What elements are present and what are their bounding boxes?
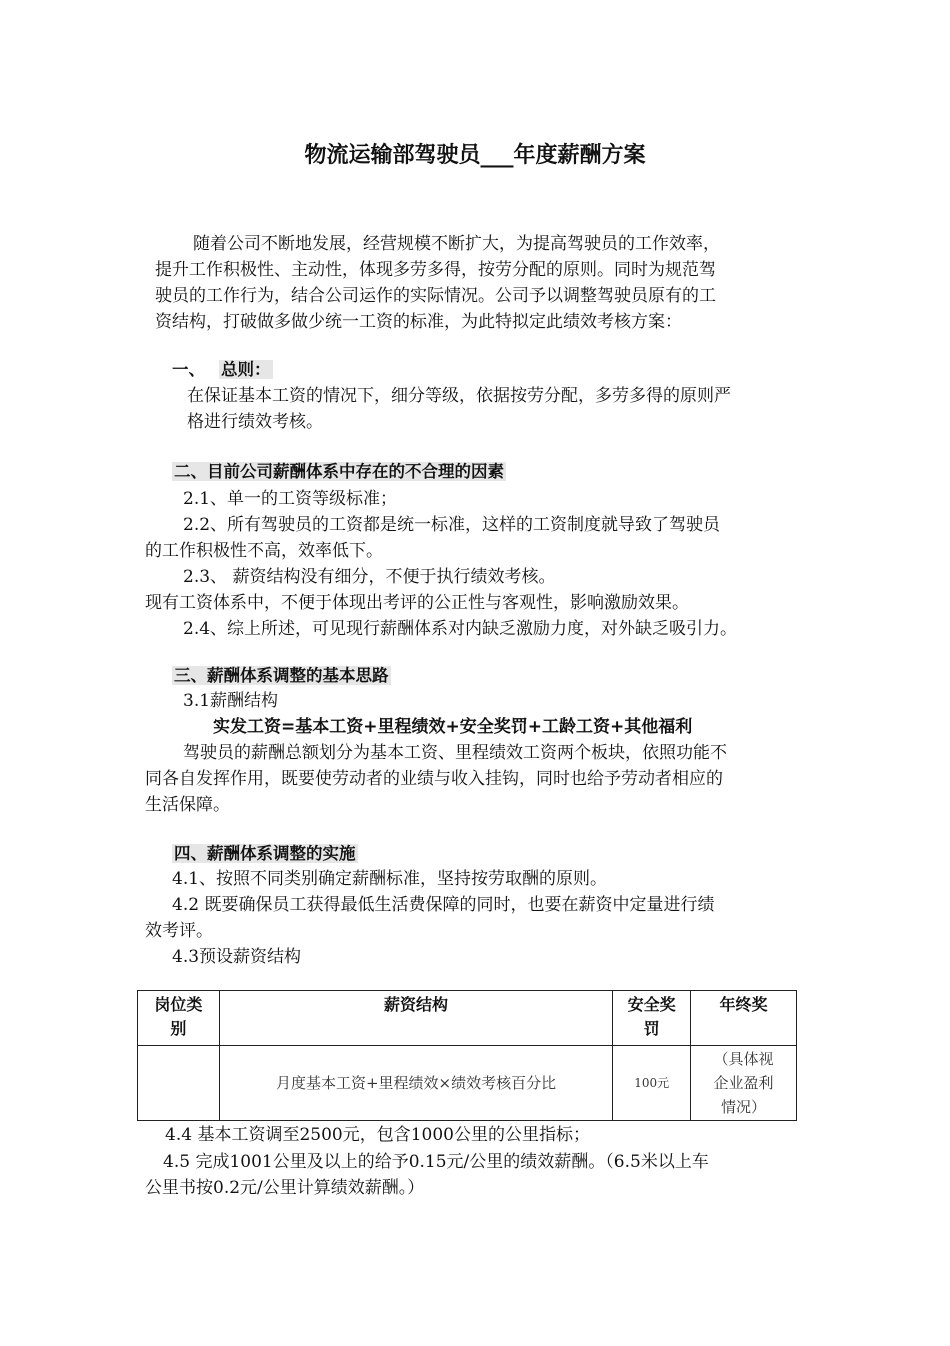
section-1-line: 格进行绩效考核。 xyxy=(187,412,323,432)
cell-post xyxy=(138,1046,220,1121)
table-header-row xyxy=(138,991,797,1046)
cell-bonus xyxy=(691,1046,797,1121)
section-4-line: 4.2 既要确保员工获得最低生活费保障的同时，也要在薪资中定量进行绩 xyxy=(172,895,715,915)
bonus-line: （具体视 xyxy=(713,1050,774,1068)
section-3-title: 三、薪酬体系调整的基本思路 xyxy=(174,666,389,685)
section-4-line: 4.3预设薪资结构 xyxy=(172,947,302,967)
header-post-type xyxy=(138,991,220,1046)
salary-structure-table xyxy=(137,990,797,1121)
section-3-line: 生活保障。 xyxy=(145,795,230,815)
intro-line: 提升工作积极性、主动性，体现多劳多得，按劳分配的原则。同时为规范驾 xyxy=(155,260,716,280)
section-4-after-line: 公里书按0.2元/公里计算绩效薪酬。） xyxy=(145,1178,425,1198)
header-text: 年终奖 xyxy=(719,995,768,1014)
bonus-line: 情况） xyxy=(721,1098,767,1116)
table-row xyxy=(138,1046,797,1121)
section-3-line: 同各自发挥作用，既要使劳动者的业绩与收入挂钩，同时也给予劳动者相应的 xyxy=(145,769,723,789)
section-3-line: 驾驶员的薪酬总额划分为基本工资、里程绩效工资两个板块，依照功能不 xyxy=(183,743,727,763)
section-4-after-line: 4.4 基本工资调至2500元，包含1000公里的公里指标； xyxy=(165,1125,590,1145)
header-year-end-bonus xyxy=(691,991,797,1046)
salary-formula: 实发工资=基本工资+里程绩效+安全奖罚+工龄工资+其他福利 xyxy=(213,717,693,737)
section-1-title: 总则： xyxy=(221,360,271,379)
intro-line: 资结构，打破做多做少统一工资的标准，为此特拟定此绩效考核方案： xyxy=(155,312,682,332)
section-2-line: 的工作积极性不高，效率低下。 xyxy=(145,541,383,561)
cell-safety: 100元 xyxy=(613,1046,691,1121)
section-2-line: 2.1、单一的工资等级标准； xyxy=(183,489,398,509)
bonus-line: 企业盈利 xyxy=(713,1074,774,1092)
section-2-line: 2.2、所有驾驶员的工资都是统一标准，这样的工资制度就导致了驾驶员 xyxy=(183,515,721,535)
section-2-heading xyxy=(172,459,506,485)
section-4-line: 4.1、按照不同类别确定薪酬标准，坚持按劳取酬的原则。 xyxy=(172,869,608,889)
section-1-number: 一、 xyxy=(172,360,205,379)
page-title: 物流运输部驾驶员___年度薪酬方案 xyxy=(304,143,646,168)
header-text: 罚 xyxy=(643,1019,660,1038)
section-1-line: 在保证基本工资的情况下，细分等级，依据按劳分配，多劳多得的原则严 xyxy=(187,386,731,406)
section-2-line: 现有工资体系中，不便于体现出考评的公正性与客观性，影响激励效果。 xyxy=(145,593,689,613)
section-4-line: 效考评。 xyxy=(145,921,213,941)
header-text: 安全奖 xyxy=(627,995,676,1014)
section-2-line: 2.4、综上所述，可见现行薪酬体系对内缺乏激励力度，对外缺乏吸引力。 xyxy=(183,619,738,639)
header-text: 薪资结构 xyxy=(384,995,449,1014)
section-3-heading xyxy=(172,663,391,689)
section-2-title: 二、目前公司薪酬体系中存在的不合理的因素 xyxy=(174,462,504,481)
section-2-line: 2.3、 薪资结构没有细分，不便于执行绩效考核。 xyxy=(183,567,556,587)
header-text: 别 xyxy=(170,1019,187,1038)
section-4-title: 四、薪酬体系调整的实施 xyxy=(174,844,356,863)
header-text: 岗位类 xyxy=(154,995,203,1014)
header-salary-structure xyxy=(219,991,612,1046)
cell-structure: 月度基本工资+里程绩效×绩效考核百分比 xyxy=(219,1046,612,1121)
section-4-after-line: 4.5 完成1001公里及以上的给予0.15元/公里的绩效薪酬。（6.5米以上车 xyxy=(163,1152,709,1172)
section-1-heading xyxy=(172,357,273,383)
intro-line: 随着公司不断地发展，经营规模不断扩大，为提高驾驶员的工作效率， xyxy=(193,234,720,254)
intro-line: 驶员的工作行为，结合公司运作的实际情况。公司予以调整驾驶员原有的工 xyxy=(155,286,716,306)
section-3-sub: 3.1薪酬结构 xyxy=(183,691,279,711)
section-4-heading xyxy=(172,841,358,867)
header-safety-bonus xyxy=(613,991,691,1046)
